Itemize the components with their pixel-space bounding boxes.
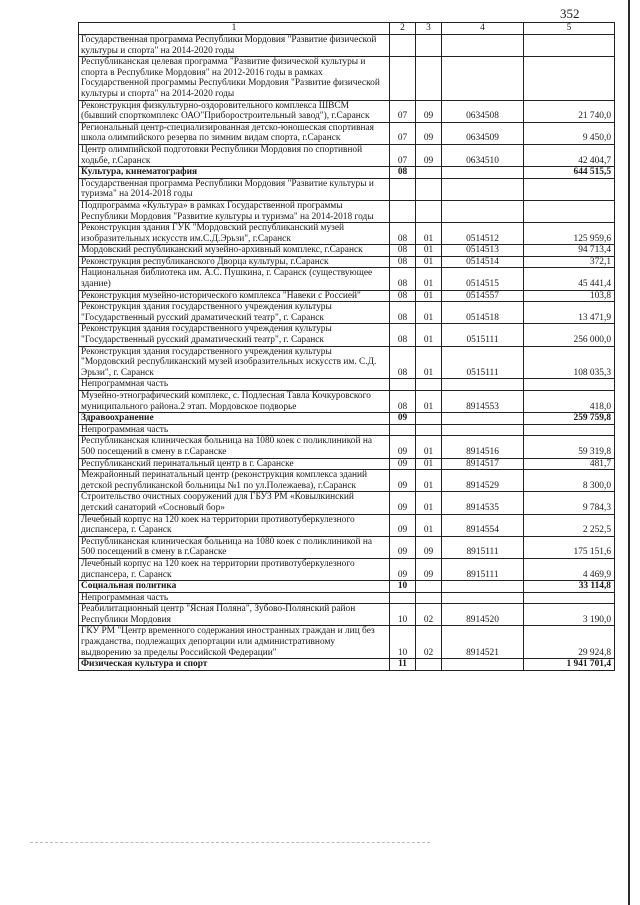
column-header: 4	[442, 23, 524, 35]
row-amount-cell: 8 300,0	[524, 470, 615, 492]
row-amount-cell: 59 319,8	[524, 436, 615, 458]
row-name-cell: Культура, кинематография	[79, 167, 390, 179]
row-code-cell: 8915111	[442, 558, 524, 580]
row-subsection-cell: 01	[416, 391, 442, 413]
row-section-cell: 09	[390, 536, 416, 558]
row-subsection-cell: 01	[416, 302, 442, 324]
row-name-cell: Реконструкция здания государственного учреждения культуры "Государственный русский драматический театр", г. Саранск	[79, 324, 390, 346]
row-amount-cell	[524, 379, 615, 391]
row-code-cell	[442, 379, 524, 391]
row-section-cell: 08	[390, 391, 416, 413]
scan-edge-bar	[628, 0, 630, 905]
row-name-cell: Центр олимпийской подготовки Республики Мордовия по спортивной ходьбе, г.Саранск	[79, 144, 390, 166]
row-subsection-cell: 01	[416, 514, 442, 536]
row-amount-cell: 481,7	[524, 458, 615, 470]
row-amount-cell: 259 759,8	[524, 413, 615, 425]
table-row	[79, 245, 615, 257]
row-code-cell: 0634509	[442, 122, 524, 144]
row-section-cell: 09	[390, 413, 416, 425]
table-row	[79, 626, 615, 659]
row-amount-cell	[524, 57, 615, 100]
row-subsection-cell: 01	[416, 256, 442, 268]
row-section-cell	[390, 57, 416, 100]
row-code-cell	[442, 35, 524, 57]
row-code-cell: 8914554	[442, 514, 524, 536]
row-subsection-cell	[416, 167, 442, 179]
row-code-cell: 0514512	[442, 223, 524, 245]
table-row	[79, 558, 615, 580]
row-section-cell	[390, 424, 416, 436]
row-amount-cell	[524, 424, 615, 436]
row-section-cell: 08	[390, 256, 416, 268]
row-subsection-cell: 09	[416, 100, 442, 122]
table-row	[79, 604, 615, 626]
row-section-cell: 09	[390, 558, 416, 580]
row-amount-cell: 108 035,3	[524, 346, 615, 379]
row-section-cell	[390, 592, 416, 604]
table-row	[79, 35, 615, 57]
row-code-cell: 0514557	[442, 290, 524, 302]
row-amount-cell: 372,1	[524, 256, 615, 268]
table-row	[79, 302, 615, 324]
row-name-cell: Непрограммная часть	[79, 379, 390, 391]
row-section-cell: 08	[390, 302, 416, 324]
row-name-cell: Республиканская целевая программа "Развитие физической культуры и спорта в Республике Мордовия" на 2012-2016 годы в рамках Государственной программы Республики Мордовия "Развитие физической культуры и спорта" на 2014-2020 годы	[79, 57, 390, 100]
row-name-cell: Непрограммная часть	[79, 592, 390, 604]
column-header: 1	[79, 23, 390, 35]
row-amount-cell: 4 469,9	[524, 558, 615, 580]
row-section-cell: 11	[390, 659, 416, 671]
row-amount-cell: 94 713,4	[524, 245, 615, 257]
row-name-cell: Строительство очистных сооружений для ГБУЗ РМ «Ковылкинский детский санаторий «Сосновый бор»	[79, 492, 390, 514]
row-name-cell: Республиканская клиническая больница на 1080 коек с поликлиникой на 500 посещений в смену в г.Саранске	[79, 436, 390, 458]
row-code-cell: 8914529	[442, 470, 524, 492]
row-section-cell: 07	[390, 144, 416, 166]
row-code-cell	[442, 200, 524, 222]
row-section-cell: 10	[390, 581, 416, 593]
row-subsection-cell	[416, 424, 442, 436]
row-name-cell: Государственная программа Республики Мордовия "Развитие культуры и туризма" на 2014-2018 годы	[79, 178, 390, 200]
row-subsection-cell: 01	[416, 458, 442, 470]
budget-table	[78, 22, 615, 671]
row-subsection-cell: 01	[416, 245, 442, 257]
table-row	[79, 256, 615, 268]
row-name-cell: Межрайонный перинатальный центр (реконструкция комплекса зданий детской республиканской больницы №1 по ул.Полежаева), г.Саранск	[79, 470, 390, 492]
row-name-cell: Реконструкция здания государственного учреждения культуры "Государственный русский драматический театр", г. Саранск	[79, 302, 390, 324]
table-row	[79, 144, 615, 166]
row-section-cell	[390, 200, 416, 222]
row-name-cell: Республиканская клиническая больница на 1080 коек с поликлиникой на 500 посещений в смену в г.Саранске	[79, 536, 390, 558]
row-section-cell: 08	[390, 324, 416, 346]
table-row	[79, 167, 615, 179]
table-row	[79, 514, 615, 536]
row-name-cell: Государственная программа Республики Мордовия "Развитие физической культуры и спорта" на 2014-2020 годы	[79, 35, 390, 57]
row-section-cell: 08	[390, 245, 416, 257]
row-section-cell: 07	[390, 100, 416, 122]
row-amount-cell: 418,0	[524, 391, 615, 413]
table-row	[79, 391, 615, 413]
row-amount-cell: 45 441,4	[524, 268, 615, 290]
row-code-cell: 8915111	[442, 536, 524, 558]
row-section-cell	[390, 178, 416, 200]
row-code-cell: 8914521	[442, 626, 524, 659]
row-subsection-cell: 01	[416, 346, 442, 379]
row-name-cell: Реабилитационный центр "Ясная Поляна", Зубово-Полянский район Республики Мордовия	[79, 604, 390, 626]
row-subsection-cell	[416, 35, 442, 57]
table-row	[79, 470, 615, 492]
row-amount-cell	[524, 592, 615, 604]
row-subsection-cell: 01	[416, 470, 442, 492]
row-subsection-cell	[416, 178, 442, 200]
row-subsection-cell: 01	[416, 492, 442, 514]
row-name-cell: Подпрограмма «Культура» в рамках Государственной программы Республики Мордовия "Развитие культуры и туризма" на 2014-2018 годы	[79, 200, 390, 222]
row-amount-cell	[524, 178, 615, 200]
row-code-cell: 0514513	[442, 245, 524, 257]
row-name-cell: Мордовский республиканский музейно-архивный комплекс, г.Саранск	[79, 245, 390, 257]
row-code-cell: 0514518	[442, 302, 524, 324]
row-section-cell	[390, 35, 416, 57]
row-subsection-cell: 02	[416, 626, 442, 659]
row-amount-cell: 33 114,8	[524, 581, 615, 593]
row-subsection-cell: 09	[416, 144, 442, 166]
row-code-cell: 8914516	[442, 436, 524, 458]
table-row	[79, 592, 615, 604]
header-row	[79, 23, 615, 35]
table-row	[79, 324, 615, 346]
page-number: 352	[560, 6, 580, 21]
row-subsection-cell	[416, 659, 442, 671]
column-header: 3	[416, 23, 442, 35]
table-row	[79, 436, 615, 458]
row-name-cell: Национальная библиотека им. А.С. Пушкина, г. Саранск (существующее здание)	[79, 268, 390, 290]
row-name-cell: Непрограммная часть	[79, 424, 390, 436]
row-code-cell	[442, 592, 524, 604]
row-code-cell: 0634508	[442, 100, 524, 122]
row-section-cell: 08	[390, 223, 416, 245]
row-amount-cell: 103,8	[524, 290, 615, 302]
row-amount-cell: 256 000,0	[524, 324, 615, 346]
row-subsection-cell: 01	[416, 223, 442, 245]
row-section-cell	[390, 379, 416, 391]
row-name-cell: Лечебный корпус на 120 коек на территории противотуберкулезного диспансера, г. Саранск	[79, 558, 390, 580]
row-section-cell: 09	[390, 436, 416, 458]
row-code-cell: 8914520	[442, 604, 524, 626]
row-subsection-cell: 09	[416, 122, 442, 144]
table-row	[79, 57, 615, 100]
row-name-cell: Реконструкция здания ГУК "Мордовский республиканский музей изобразительных искусств им.С.Д.Эрьзи", г.Саранск	[79, 223, 390, 245]
row-name-cell: Республиканский перинатальный центр в г. Саранске	[79, 458, 390, 470]
table-row	[79, 200, 615, 222]
row-code-cell: 8914553	[442, 391, 524, 413]
row-subsection-cell: 09	[416, 536, 442, 558]
row-name-cell: ГКУ РМ "Центр временного содержания иностранных граждан и лиц без гражданства, подлежащих депортации или административному выдворению за пределы Российской Федерации"	[79, 626, 390, 659]
row-subsection-cell: 01	[416, 436, 442, 458]
row-code-cell	[442, 424, 524, 436]
row-name-cell: Реконструкция музейно-исторического комплекса "Навеки с Россией"	[79, 290, 390, 302]
table-row	[79, 536, 615, 558]
scan-footer-marks	[30, 842, 430, 845]
row-code-cell	[442, 178, 524, 200]
row-amount-cell	[524, 35, 615, 57]
row-amount-cell	[524, 200, 615, 222]
table-row	[79, 492, 615, 514]
row-name-cell: Реконструкция республиканского Дворца культуры, г.Саранск	[79, 256, 390, 268]
table-row	[79, 100, 615, 122]
table-row	[79, 581, 615, 593]
row-subsection-cell	[416, 57, 442, 100]
row-code-cell	[442, 581, 524, 593]
row-amount-cell: 1 941 701,4	[524, 659, 615, 671]
row-code-cell: 0515111	[442, 346, 524, 379]
row-code-cell	[442, 167, 524, 179]
row-subsection-cell: 09	[416, 558, 442, 580]
column-header: 2	[390, 23, 416, 35]
row-section-cell: 08	[390, 167, 416, 179]
row-name-cell: Социальная политика	[79, 581, 390, 593]
row-section-cell: 09	[390, 514, 416, 536]
row-section-cell: 10	[390, 626, 416, 659]
table-body	[79, 35, 615, 671]
row-section-cell: 08	[390, 346, 416, 379]
table-row	[79, 178, 615, 200]
row-subsection-cell	[416, 592, 442, 604]
row-subsection-cell: 01	[416, 290, 442, 302]
row-code-cell: 0514514	[442, 256, 524, 268]
row-subsection-cell	[416, 413, 442, 425]
row-code-cell: 0515111	[442, 324, 524, 346]
row-amount-cell: 175 151,6	[524, 536, 615, 558]
row-section-cell: 08	[390, 290, 416, 302]
row-subsection-cell	[416, 379, 442, 391]
column-header: 5	[524, 23, 615, 35]
table-row	[79, 659, 615, 671]
row-subsection-cell: 01	[416, 268, 442, 290]
row-code-cell: 8914535	[442, 492, 524, 514]
table-row	[79, 122, 615, 144]
row-code-cell	[442, 413, 524, 425]
row-name-cell: Реконструкция физкультурно-оздоровительного комплекса ШВСМ (бывший спорткомплекс ОАО"Приборостроительный завод"), г.Саранск	[79, 100, 390, 122]
row-code-cell	[442, 659, 524, 671]
row-amount-cell: 2 252,5	[524, 514, 615, 536]
row-name-cell: Лечебный корпус на 120 коек на территории противотуберкулезного диспансера, г. Саранск	[79, 514, 390, 536]
row-amount-cell: 644 515,5	[524, 167, 615, 179]
row-amount-cell: 42 404,7	[524, 144, 615, 166]
row-section-cell: 07	[390, 122, 416, 144]
table-row	[79, 346, 615, 379]
row-name-cell: Здравоохранение	[79, 413, 390, 425]
row-code-cell: 0634510	[442, 144, 524, 166]
row-subsection-cell: 01	[416, 324, 442, 346]
row-code-cell	[442, 57, 524, 100]
row-amount-cell: 13 471,9	[524, 302, 615, 324]
table-row	[79, 424, 615, 436]
row-section-cell: 09	[390, 458, 416, 470]
table-row	[79, 268, 615, 290]
row-amount-cell: 3 190,0	[524, 604, 615, 626]
row-amount-cell: 9 450,0	[524, 122, 615, 144]
row-subsection-cell	[416, 581, 442, 593]
row-subsection-cell	[416, 200, 442, 222]
row-section-cell: 09	[390, 470, 416, 492]
row-amount-cell: 9 784,3	[524, 492, 615, 514]
row-amount-cell: 29 924,8	[524, 626, 615, 659]
row-code-cell: 0514515	[442, 268, 524, 290]
table-row	[79, 223, 615, 245]
row-section-cell: 09	[390, 492, 416, 514]
row-section-cell: 08	[390, 268, 416, 290]
table-row	[79, 413, 615, 425]
table-row	[79, 379, 615, 391]
row-name-cell: Реконструкция здания государственного учреждения культуры "Мордовский республиканский музей изобразительных искусств им. С.Д. Эрьзи", г. Саранск	[79, 346, 390, 379]
row-subsection-cell: 02	[416, 604, 442, 626]
table-row	[79, 458, 615, 470]
row-name-cell: Региональный центр-специализированная детско-юношеская спортивная школа олимпийского резерва по зимним видам спорта, г.Саранск	[79, 122, 390, 144]
row-name-cell: Физическая культура и спорт	[79, 659, 390, 671]
table-row	[79, 290, 615, 302]
row-name-cell: Музейно-этнографический комплекс, с. Подлесная Тавла Кочкуровского муниципального района.2 этап. Мордовское подворье	[79, 391, 390, 413]
row-amount-cell: 21 740,0	[524, 100, 615, 122]
row-amount-cell: 125 959,6	[524, 223, 615, 245]
row-code-cell: 8914517	[442, 458, 524, 470]
row-section-cell: 10	[390, 604, 416, 626]
